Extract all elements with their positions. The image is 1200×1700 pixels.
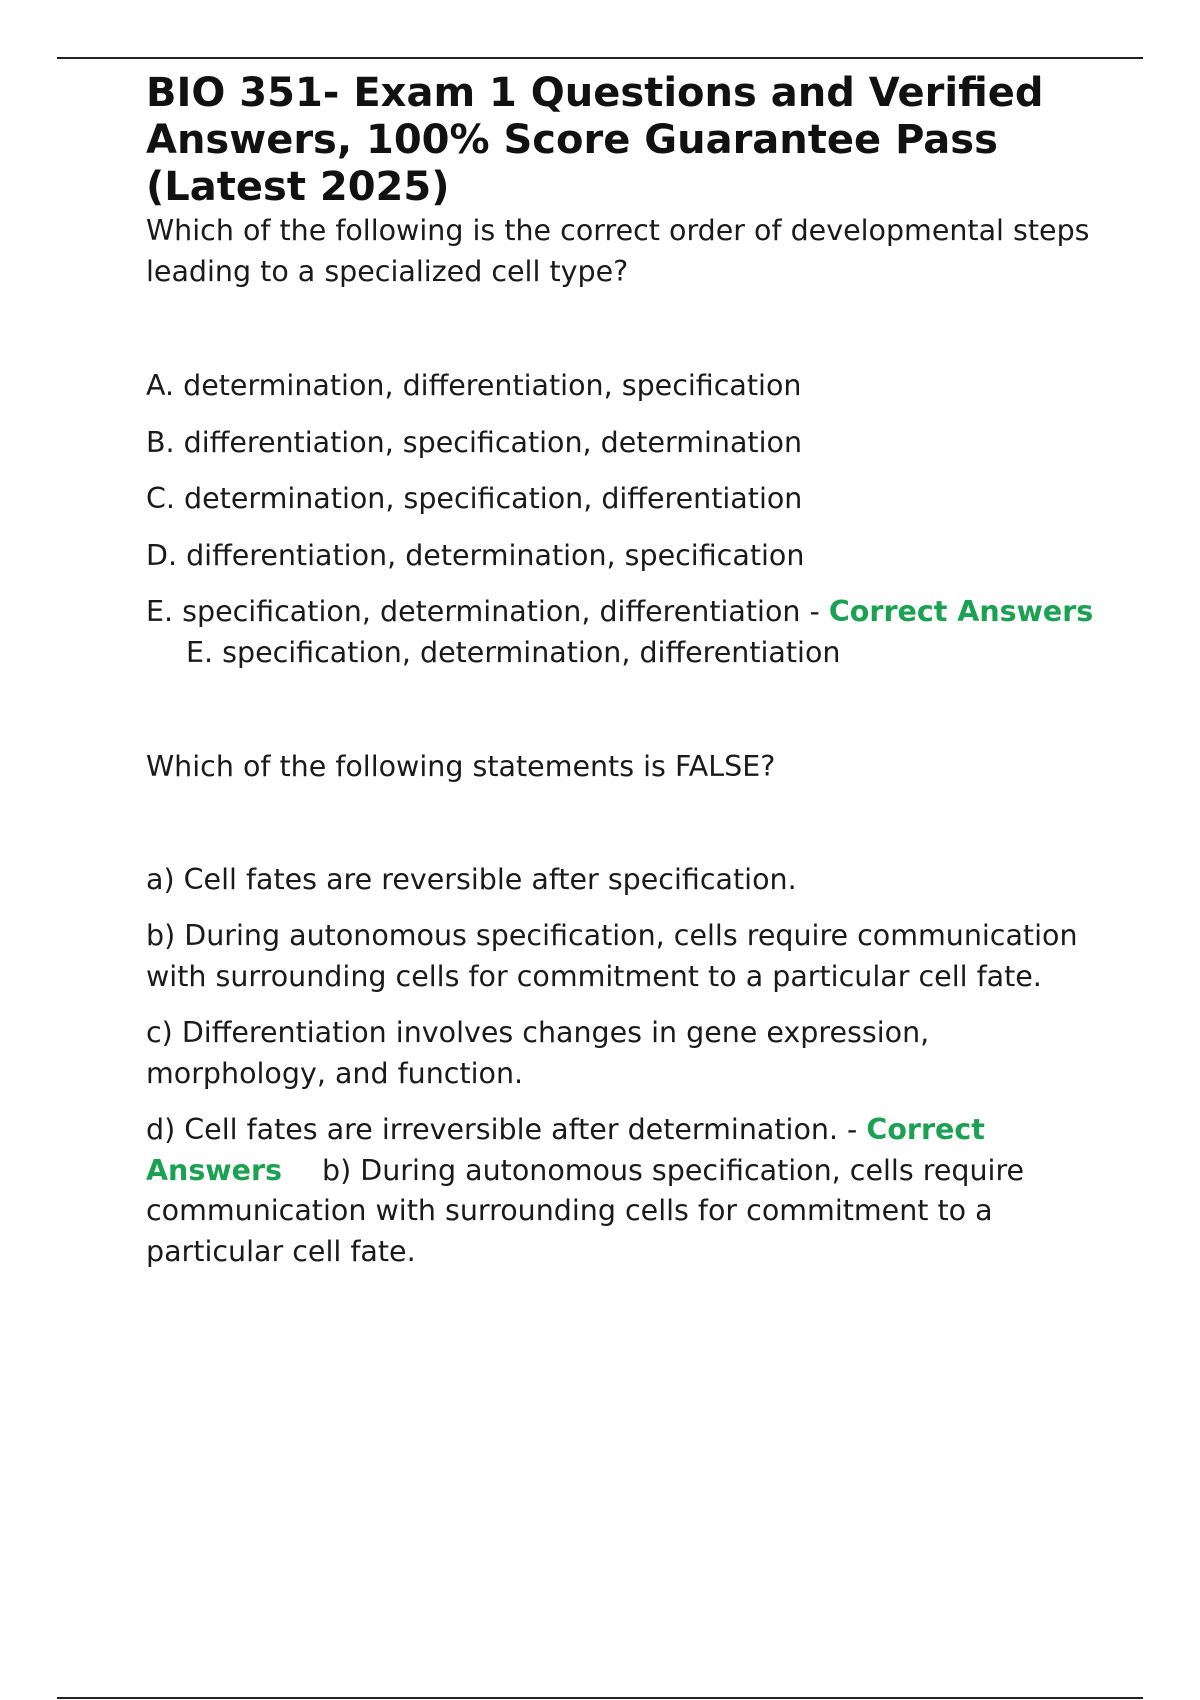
correct-answers-label: Correct Answers	[828, 595, 1094, 628]
question-1-answer: E. specification, determination, differentiation	[186, 635, 841, 669]
question-2-option-b: b) During autonomous specification, cells require communication with surrounding cells for commitment to a particular cell fate.	[146, 919, 1078, 993]
question-1-option-e: E. specification, determination, differentiation -	[146, 595, 820, 628]
question-2-option-a: a) Cell fates are reversible after specification.	[146, 862, 797, 896]
document-body	[146, 70, 1106, 1272]
question-2-option-d: d) Cell fates are irreversible after determination. -	[146, 1113, 858, 1146]
question-2-options	[146, 860, 1106, 1273]
question-1-options	[146, 366, 1106, 673]
question-1-option-c: C. determination, specification, differentiation	[146, 482, 803, 515]
question-1-prompt: Which of the following is the correct order of developmental steps leading to a specialized cell type?	[146, 214, 1090, 288]
question-2-option-d-with-answer	[146, 1110, 1106, 1272]
correct-answers-label: Correct Answers	[146, 1113, 985, 1187]
question-2-answer: b) During autonomous specification, cells require communication with surrounding cells for commitment to a particular cell fate.	[146, 1153, 1025, 1268]
question-1	[146, 211, 1106, 673]
top-rule	[57, 57, 1143, 59]
question-1-option-a: A. determination, differentiation, specification	[146, 369, 802, 402]
document-title: BIO 351- Exam 1 Questions and Verified Answers, 100% Score Guarantee Pass (Latest 2025)	[146, 70, 1044, 210]
question-1-option-e-with-answer	[146, 592, 1106, 673]
bottom-rule	[57, 1697, 1143, 1699]
question-1-option-d: D. differentiation, determination, specification	[146, 538, 805, 572]
question-2	[146, 747, 1106, 1272]
question-2-option-c: c) Differentiation involves changes in gene expression, morphology, and function.	[146, 1016, 930, 1090]
question-2-prompt: Which of the following statements is FALSE?	[146, 750, 776, 783]
question-1-option-b: B. differentiation, specification, determination	[146, 425, 803, 459]
